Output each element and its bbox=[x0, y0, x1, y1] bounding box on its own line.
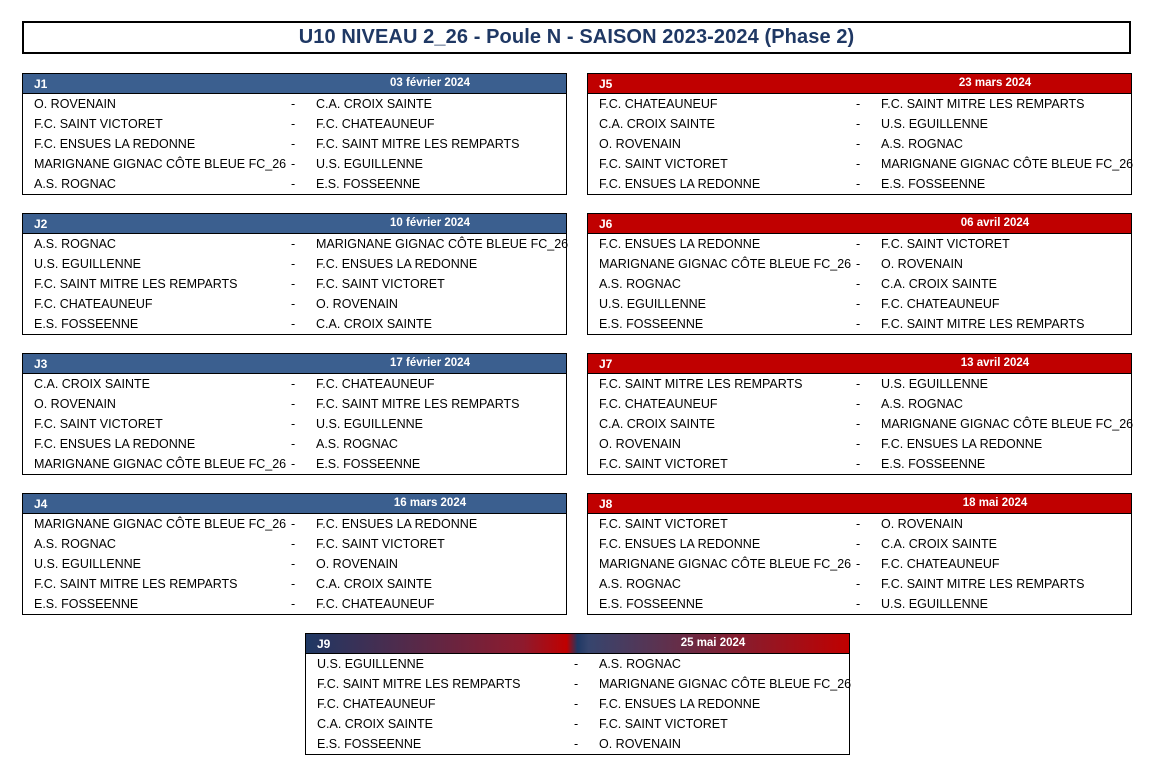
match-separator: - bbox=[291, 97, 296, 111]
match-row bbox=[23, 554, 566, 574]
away-team: MARIGNANE GIGNAC CÔTE BLEUE FC_26 bbox=[881, 417, 1134, 431]
match-row bbox=[306, 654, 849, 674]
match-row bbox=[23, 594, 566, 614]
home-team: U.S. EGUILLENNE bbox=[34, 557, 141, 571]
match-separator: - bbox=[291, 257, 296, 271]
match-separator: - bbox=[856, 517, 861, 531]
away-team: O. ROVENAIN bbox=[316, 297, 398, 311]
away-team: F.C. CHATEAUNEUF bbox=[881, 557, 1000, 571]
round-block-j9 bbox=[305, 633, 850, 755]
away-team: O. ROVENAIN bbox=[881, 517, 963, 531]
match-separator: - bbox=[291, 537, 296, 551]
match-separator: - bbox=[291, 277, 296, 291]
round-date: 03 février 2024 bbox=[390, 77, 470, 89]
match-row bbox=[306, 734, 849, 754]
home-team: E.S. FOSSEENNE bbox=[599, 597, 704, 611]
round-block-j6 bbox=[587, 213, 1132, 335]
match-row bbox=[23, 154, 566, 174]
match-separator: - bbox=[291, 517, 296, 531]
away-team: O. ROVENAIN bbox=[316, 557, 398, 571]
round-header bbox=[588, 354, 1131, 374]
match-row bbox=[23, 434, 566, 454]
home-team: E.S. FOSSEENNE bbox=[599, 317, 704, 331]
home-team: F.C. CHATEAUNEUF bbox=[317, 697, 436, 711]
away-team: C.A. CROIX SAINTE bbox=[881, 277, 997, 291]
away-team: F.C. ENSUES LA REDONNE bbox=[881, 437, 1043, 451]
round-block-j1 bbox=[22, 73, 567, 195]
home-team: A.S. ROGNAC bbox=[599, 277, 681, 291]
match-separator: - bbox=[291, 417, 296, 431]
match-row bbox=[23, 274, 566, 294]
match-separator: - bbox=[291, 557, 296, 571]
match-separator: - bbox=[856, 417, 861, 431]
away-team: F.C. SAINT VICTORET bbox=[881, 237, 1010, 251]
away-team: F.C. ENSUES LA REDONNE bbox=[316, 517, 478, 531]
home-team: F.C. SAINT MITRE LES REMPARTS bbox=[317, 677, 521, 691]
match-row bbox=[306, 674, 852, 694]
match-separator: - bbox=[856, 137, 861, 151]
match-separator: - bbox=[856, 397, 861, 411]
away-team: E.S. FOSSEENNE bbox=[881, 457, 986, 471]
home-team: C.A. CROIX SAINTE bbox=[34, 377, 150, 391]
away-team: F.C. CHATEAUNEUF bbox=[316, 597, 435, 611]
match-list bbox=[23, 374, 566, 474]
match-list bbox=[588, 234, 1131, 334]
match-separator: - bbox=[291, 457, 296, 471]
match-row bbox=[588, 514, 1131, 534]
match-row bbox=[588, 254, 1131, 274]
home-team: U.S. EGUILLENNE bbox=[317, 657, 424, 671]
away-team: U.S. EGUILLENNE bbox=[881, 377, 988, 391]
home-team: MARIGNANE GIGNAC CÔTE BLEUE FC_26 bbox=[34, 517, 287, 531]
match-list bbox=[23, 234, 569, 334]
match-separator: - bbox=[856, 577, 861, 591]
home-team: A.S. ROGNAC bbox=[599, 577, 681, 591]
round-label: J5 bbox=[599, 77, 613, 91]
round-label: J7 bbox=[599, 357, 613, 371]
round-label: J4 bbox=[34, 497, 48, 511]
away-team: E.S. FOSSEENNE bbox=[316, 177, 421, 191]
home-team: O. ROVENAIN bbox=[599, 137, 681, 151]
home-team: C.A. CROIX SAINTE bbox=[599, 117, 715, 131]
away-team: U.S. EGUILLENNE bbox=[881, 117, 988, 131]
match-separator: - bbox=[574, 737, 579, 751]
match-separator: - bbox=[574, 677, 579, 691]
round-label: J8 bbox=[599, 497, 613, 511]
match-list bbox=[588, 514, 1131, 614]
home-team: F.C. ENSUES LA REDONNE bbox=[599, 537, 761, 551]
match-row bbox=[588, 414, 1134, 434]
round-header bbox=[23, 494, 566, 514]
round-header bbox=[306, 634, 849, 654]
home-team: O. ROVENAIN bbox=[34, 97, 116, 111]
home-team: A.S. ROGNAC bbox=[34, 237, 116, 251]
home-team: A.S. ROGNAC bbox=[34, 537, 116, 551]
round-header bbox=[588, 494, 1131, 514]
home-team: A.S. ROGNAC bbox=[34, 177, 116, 191]
away-team: E.S. FOSSEENNE bbox=[881, 177, 986, 191]
match-separator: - bbox=[574, 657, 579, 671]
home-team: MARIGNANE GIGNAC CÔTE BLEUE FC_26 bbox=[599, 557, 852, 571]
home-team: F.C. ENSUES LA REDONNE bbox=[34, 137, 196, 151]
away-team: F.C. SAINT MITRE LES REMPARTS bbox=[316, 397, 520, 411]
match-separator: - bbox=[856, 317, 861, 331]
away-team: C.A. CROIX SAINTE bbox=[316, 317, 432, 331]
match-separator: - bbox=[574, 697, 579, 711]
match-separator: - bbox=[856, 257, 861, 271]
round-label: J9 bbox=[317, 637, 331, 651]
away-team: MARIGNANE GIGNAC CÔTE BLEUE FC_26 bbox=[599, 677, 852, 691]
away-team: A.S. ROGNAC bbox=[881, 397, 963, 411]
match-row bbox=[588, 314, 1131, 334]
match-row bbox=[588, 134, 1131, 154]
home-team: F.C. SAINT MITRE LES REMPARTS bbox=[34, 277, 238, 291]
match-row bbox=[588, 574, 1131, 594]
home-team: E.S. FOSSEENNE bbox=[317, 737, 422, 751]
match-row bbox=[588, 394, 1131, 414]
match-separator: - bbox=[291, 157, 296, 171]
away-team: C.A. CROIX SAINTE bbox=[316, 577, 432, 591]
home-team: C.A. CROIX SAINTE bbox=[317, 717, 433, 731]
home-team: F.C. CHATEAUNEUF bbox=[599, 97, 718, 111]
match-separator: - bbox=[856, 377, 861, 391]
match-row bbox=[23, 254, 566, 274]
home-team: U.S. EGUILLENNE bbox=[599, 297, 706, 311]
match-separator: - bbox=[574, 717, 579, 731]
page-title-box bbox=[22, 21, 1131, 54]
match-row bbox=[23, 454, 566, 474]
match-row bbox=[588, 434, 1131, 454]
match-row bbox=[23, 294, 566, 314]
away-team: C.A. CROIX SAINTE bbox=[881, 537, 997, 551]
away-team: MARIGNANE GIGNAC CÔTE BLEUE FC_26 bbox=[316, 237, 569, 251]
match-separator: - bbox=[856, 97, 861, 111]
match-row bbox=[23, 574, 566, 594]
match-separator: - bbox=[856, 537, 861, 551]
round-date: 25 mai 2024 bbox=[680, 637, 746, 649]
match-separator: - bbox=[856, 297, 861, 311]
match-separator: - bbox=[291, 597, 296, 611]
away-team: F.C. CHATEAUNEUF bbox=[881, 297, 1000, 311]
round-date: 13 avril 2024 bbox=[960, 357, 1030, 369]
round-label: J6 bbox=[599, 217, 613, 231]
home-team: MARIGNANE GIGNAC CÔTE BLEUE FC_26 bbox=[34, 157, 287, 171]
match-separator: - bbox=[856, 157, 861, 171]
match-separator: - bbox=[291, 237, 296, 251]
match-separator: - bbox=[291, 117, 296, 131]
home-team: F.C. ENSUES LA REDONNE bbox=[34, 437, 196, 451]
match-row bbox=[23, 314, 566, 334]
round-label: J3 bbox=[34, 357, 48, 371]
match-row bbox=[23, 94, 566, 114]
round-block-j2 bbox=[22, 213, 567, 335]
round-block-j7 bbox=[587, 353, 1132, 475]
match-separator: - bbox=[291, 137, 296, 151]
round-block-j8 bbox=[587, 493, 1132, 615]
home-team: F.C. ENSUES LA REDONNE bbox=[599, 237, 761, 251]
round-header bbox=[588, 74, 1131, 94]
match-list bbox=[588, 374, 1134, 474]
home-team: MARIGNANE GIGNAC CÔTE BLEUE FC_26 bbox=[34, 457, 287, 471]
home-team: F.C. CHATEAUNEUF bbox=[599, 397, 718, 411]
away-team: F.C. CHATEAUNEUF bbox=[316, 117, 435, 131]
home-team: F.C. SAINT MITRE LES REMPARTS bbox=[599, 377, 803, 391]
away-team: F.C. SAINT MITRE LES REMPARTS bbox=[316, 137, 520, 151]
match-separator: - bbox=[291, 377, 296, 391]
match-separator: - bbox=[291, 177, 296, 191]
away-team: A.S. ROGNAC bbox=[599, 657, 681, 671]
match-separator: - bbox=[856, 177, 861, 191]
away-team: F.C. SAINT VICTORET bbox=[316, 277, 445, 291]
match-separator: - bbox=[856, 117, 861, 131]
away-team: E.S. FOSSEENNE bbox=[316, 457, 421, 471]
home-team: F.C. ENSUES LA REDONNE bbox=[599, 177, 761, 191]
match-row bbox=[588, 174, 1131, 194]
away-team: F.C. SAINT VICTORET bbox=[599, 717, 728, 731]
away-team: C.A. CROIX SAINTE bbox=[316, 97, 432, 111]
match-row bbox=[588, 594, 1131, 614]
away-team: O. ROVENAIN bbox=[599, 737, 681, 751]
away-team: F.C. SAINT MITRE LES REMPARTS bbox=[881, 577, 1085, 591]
match-separator: - bbox=[291, 397, 296, 411]
round-block-j3 bbox=[22, 353, 567, 475]
round-date: 18 mai 2024 bbox=[962, 497, 1028, 509]
away-team: U.S. EGUILLENNE bbox=[881, 597, 988, 611]
match-row bbox=[23, 134, 566, 154]
away-team: A.S. ROGNAC bbox=[881, 137, 963, 151]
round-date: 23 mars 2024 bbox=[958, 77, 1032, 89]
match-row bbox=[588, 114, 1131, 134]
match-row bbox=[306, 714, 849, 734]
match-separator: - bbox=[856, 437, 861, 451]
page-title: U10 NIVEAU 2_26 - Poule N - SAISON 2023-2024 (Phase 2) bbox=[298, 26, 855, 48]
match-row bbox=[588, 234, 1131, 254]
match-separator: - bbox=[291, 317, 296, 331]
round-date: 17 février 2024 bbox=[390, 357, 470, 369]
match-row bbox=[23, 174, 566, 194]
match-list bbox=[306, 654, 852, 754]
match-row bbox=[588, 294, 1131, 314]
home-team: O. ROVENAIN bbox=[599, 437, 681, 451]
round-header bbox=[588, 214, 1131, 234]
away-team: F.C. SAINT MITRE LES REMPARTS bbox=[881, 97, 1085, 111]
away-team: F.C. ENSUES LA REDONNE bbox=[599, 697, 761, 711]
round-date: 06 avril 2024 bbox=[960, 217, 1030, 229]
match-row bbox=[23, 394, 566, 414]
away-team: A.S. ROGNAC bbox=[316, 437, 398, 451]
home-team: E.S. FOSSEENNE bbox=[34, 317, 139, 331]
match-row bbox=[306, 694, 849, 714]
home-team: F.C. CHATEAUNEUF bbox=[34, 297, 153, 311]
match-separator: - bbox=[856, 557, 861, 571]
home-team: F.C. SAINT VICTORET bbox=[599, 457, 728, 471]
match-row bbox=[23, 374, 566, 394]
match-separator: - bbox=[291, 437, 296, 451]
match-row bbox=[588, 534, 1131, 554]
away-team: F.C. CHATEAUNEUF bbox=[316, 377, 435, 391]
home-team: O. ROVENAIN bbox=[34, 397, 116, 411]
round-header bbox=[23, 74, 566, 94]
home-team: F.C. SAINT MITRE LES REMPARTS bbox=[34, 577, 238, 591]
match-list bbox=[588, 94, 1134, 194]
match-row bbox=[23, 514, 566, 534]
match-row bbox=[23, 114, 566, 134]
away-team: O. ROVENAIN bbox=[881, 257, 963, 271]
match-row bbox=[588, 94, 1131, 114]
match-separator: - bbox=[291, 297, 296, 311]
away-team: U.S. EGUILLENNE bbox=[316, 417, 423, 431]
match-separator: - bbox=[291, 577, 296, 591]
away-team: F.C. ENSUES LA REDONNE bbox=[316, 257, 478, 271]
match-row bbox=[588, 154, 1134, 174]
home-team: E.S. FOSSEENNE bbox=[34, 597, 139, 611]
round-date: 16 mars 2024 bbox=[393, 497, 467, 509]
match-row bbox=[23, 534, 566, 554]
round-date: 10 février 2024 bbox=[390, 217, 470, 229]
home-team: MARIGNANE GIGNAC CÔTE BLEUE FC_26 bbox=[599, 257, 852, 271]
round-header bbox=[23, 354, 566, 374]
match-separator: - bbox=[856, 277, 861, 291]
match-row bbox=[588, 374, 1131, 394]
match-row bbox=[23, 234, 569, 254]
home-team: U.S. EGUILLENNE bbox=[34, 257, 141, 271]
match-row bbox=[588, 274, 1131, 294]
match-separator: - bbox=[856, 237, 861, 251]
home-team: F.C. SAINT VICTORET bbox=[599, 157, 728, 171]
round-header bbox=[23, 214, 566, 234]
match-list bbox=[23, 514, 566, 614]
home-team: F.C. SAINT VICTORET bbox=[34, 417, 163, 431]
away-team: MARIGNANE GIGNAC CÔTE BLEUE FC_26 bbox=[881, 157, 1134, 171]
match-separator: - bbox=[856, 457, 861, 471]
round-block-j4 bbox=[22, 493, 567, 615]
away-team: U.S. EGUILLENNE bbox=[316, 157, 423, 171]
match-row bbox=[23, 414, 566, 434]
round-label: J2 bbox=[34, 217, 48, 231]
match-row bbox=[588, 454, 1131, 474]
away-team: F.C. SAINT MITRE LES REMPARTS bbox=[881, 317, 1085, 331]
away-team: F.C. SAINT VICTORET bbox=[316, 537, 445, 551]
home-team: F.C. SAINT VICTORET bbox=[599, 517, 728, 531]
match-row bbox=[588, 554, 1131, 574]
home-team: C.A. CROIX SAINTE bbox=[599, 417, 715, 431]
match-separator: - bbox=[856, 597, 861, 611]
home-team: F.C. SAINT VICTORET bbox=[34, 117, 163, 131]
round-label: J1 bbox=[34, 77, 48, 91]
match-list bbox=[23, 94, 566, 194]
round-block-j5 bbox=[587, 73, 1132, 195]
